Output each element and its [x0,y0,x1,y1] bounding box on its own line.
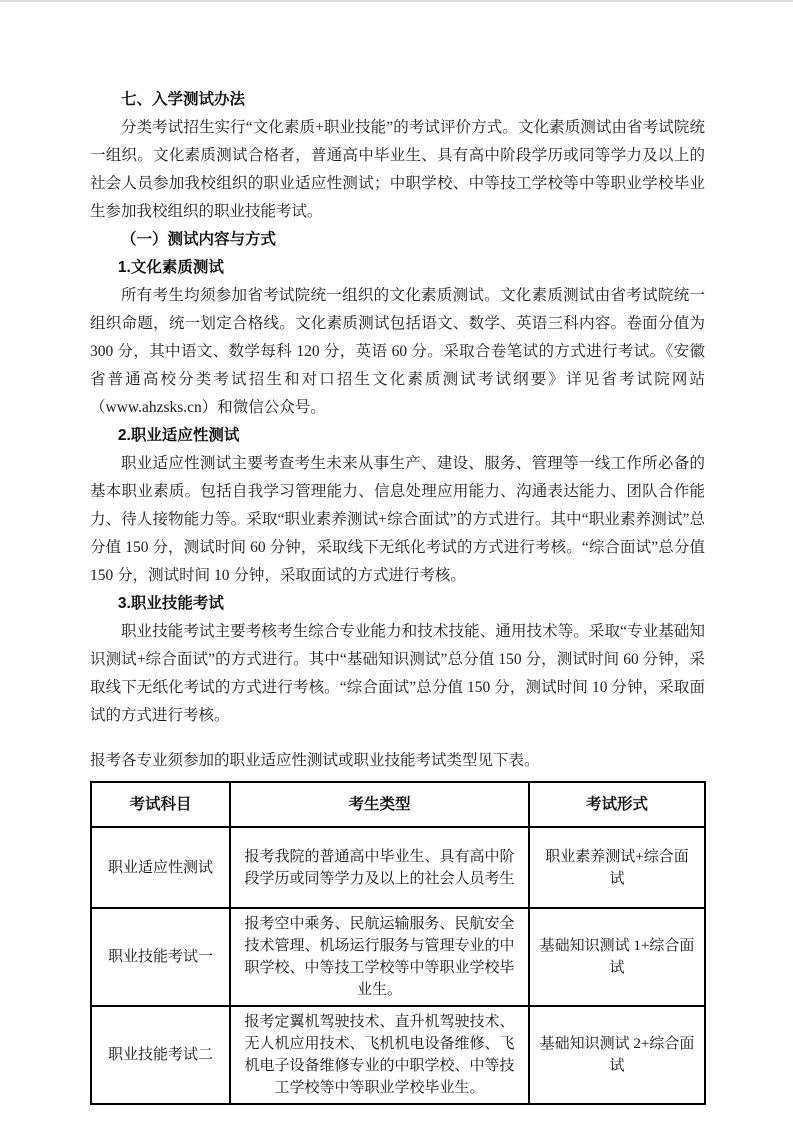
column-header-exam-form: 考试形式 [529,782,705,827]
section-title: 七、入学测试办法 [121,91,246,108]
column-header-candidate-type: 考生类型 [230,782,529,827]
intro-paragraph: 分类考试招生实行“文化素质+职业技能”的考试评价方式。文化素质测试由省考试院统一组织。文化素质测试合格者，普通高中毕业生、具有高中阶段学历或同等学力及以上的社会人员参加我校组织的职业适应性测试；中职学校、中等技工学校等中等职业学校毕业生参加我校组织的职业技能考试。 [90,119,705,220]
cell-subject: 职业技能考试一 [91,908,230,1006]
cell-exam-form: 基础知识测试 2+综合面试 [529,1006,705,1104]
cell-candidate-type: 报考空中乘务、民航运输服务、民航安全技术管理、机场运行服务与管理专业的中职学校、中等技工学校等中等职业学校毕业生。 [230,908,529,1006]
table-row [91,1006,705,1104]
cell-exam-form: 职业素养测试+综合面试 [529,827,705,908]
table-row [91,827,705,908]
cell-exam-form: 基础知识测试 1+综合面试 [529,908,705,1006]
table-header-row [91,782,705,827]
table-row [91,908,705,1006]
cell-candidate-type: 报考定翼机驾驶技术、直升机驾驶技术、无人机应用技术、飞机机电设备维修、飞机电子设备维修专业的中职学校、中等技工学校等中等职业学校毕业生。 [230,1006,529,1104]
paragraph-vocational-aptitude-test: 职业适应性测试主要考查考生未来从事生产、建设、服务、管理等一线工作所必备的基本职业素质。包括自我学习管理能力、信息处理应用能力、沟通表达能力、团队合作能力、待人接物能力等。采取“职业素养测试+综合面试”的方式进行。其中“职业素养测试”总分值 150 分，测试时间 60 分钟，采取线下无纸化考试的方式进行考核。“综合面试”总分值 150 分，测试时间 10 分钟，采取面试的方式进行考核。 [90,455,705,584]
cell-subject: 职业适应性测试 [91,827,230,908]
heading-cultural-quality-test: 1.文化素质测试 [117,259,224,276]
column-header-exam-subject: 考试科目 [91,782,230,827]
paragraph-vocational-skill-exam: 职业技能考试主要考核考生综合专业能力和技术技能、通用技术等。采取“专业基础知识测试+综合面试”的方式进行。其中“基础知识测试”总分值 150 分，测试时间 60 分钟，采取线下无纸化考试的方式进行考核。“综合面试”总分值 150 分，测试时间 10 分钟，采取面试的方式进行考核。 [90,623,705,724]
table-intro-text: 报考各专业须参加的职业适应性测试或职业技能考试类型见下表。 [90,752,540,769]
cell-subject: 职业技能考试二 [91,1006,230,1104]
exam-type-table [90,781,706,1105]
cell-candidate-type: 报考我院的普通高中毕业生、具有高中阶段学历或同等学力及以上的社会人员考生 [230,827,529,908]
subsection-heading-content-method: （一）测试内容与方式 [121,231,277,248]
paragraph-cultural-quality-test: 所有考生均须参加省考试院统一组织的文化素质测试。文化素质测试由省考试院统一组织命题，统一划定合格线。文化素质测试包括语文、数学、英语三科内容。卷面分值为 300 分，其中语文、数学每科 120 分，英语 60 分。采取合卷笔试的方式进行考试。《安徽省普通高校分类考试招生和对口招生文化素质测试考试纲要》详见省考试院网站（www.ahzsks.cn）和微信公众号。 [90,287,705,416]
heading-vocational-aptitude-test: 2.职业适应性测试 [117,427,240,444]
heading-vocational-skill-exam: 3.职业技能考试 [117,595,224,612]
